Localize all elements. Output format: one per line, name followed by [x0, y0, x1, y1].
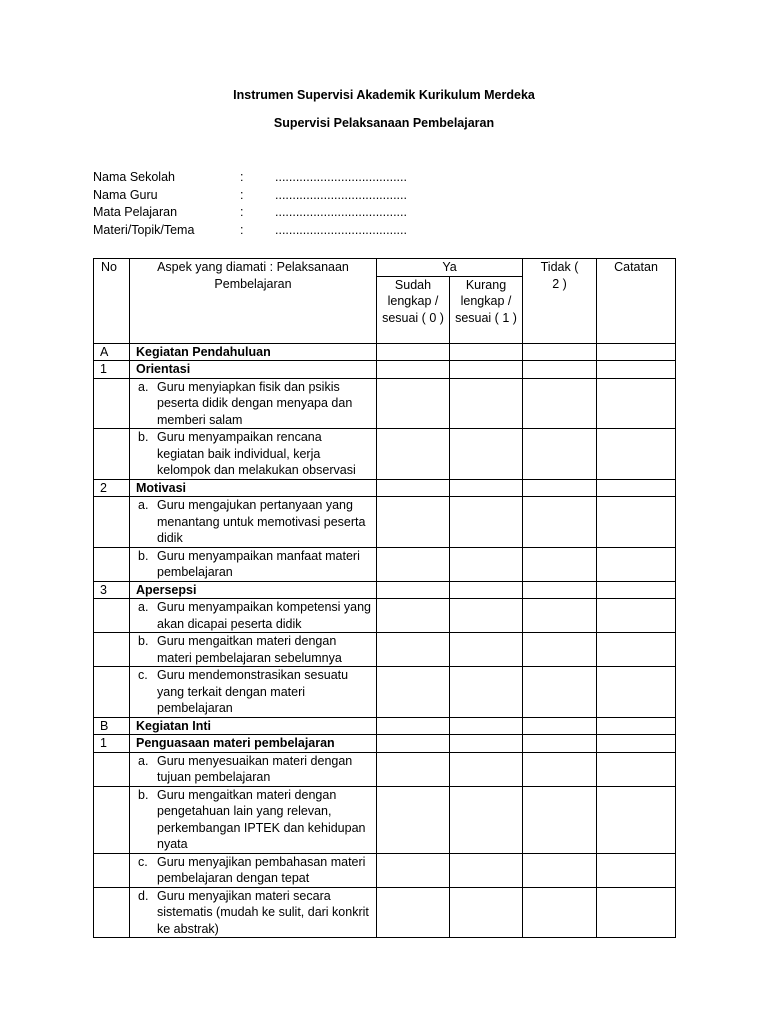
score-cell-tidak[interactable]	[523, 497, 597, 548]
notes-cell[interactable]	[597, 497, 676, 548]
item-letter: a.	[138, 600, 149, 614]
section-label: Kegiatan Inti	[130, 717, 377, 735]
score-cell-tidak[interactable]	[523, 581, 597, 599]
score-cell-sudah[interactable]	[377, 343, 450, 361]
notes-cell[interactable]	[597, 479, 676, 497]
row-number: 1	[94, 735, 130, 753]
item-cell	[130, 547, 377, 581]
item-row	[94, 497, 676, 548]
section-row	[94, 361, 676, 379]
score-cell-kurang[interactable]	[450, 429, 523, 480]
identity-row	[93, 222, 407, 240]
item-text: Guru menyesuaikan materi dengan tujuan pembelajaran	[157, 753, 353, 784]
item-cell	[130, 853, 377, 887]
header-aspek: Aspek yang diamati : Pelaksanaan Pembelajaran	[130, 259, 377, 344]
section-label: Orientasi	[130, 361, 377, 379]
score-cell-sudah[interactable]	[377, 497, 450, 548]
notes-cell[interactable]	[597, 735, 676, 753]
score-cell-sudah[interactable]	[377, 717, 450, 735]
score-cell-tidak[interactable]	[523, 717, 597, 735]
score-cell-kurang[interactable]	[450, 599, 523, 633]
identity-block	[93, 169, 407, 240]
header-no: No	[94, 259, 130, 344]
identity-colon: :	[240, 187, 244, 202]
item-cell	[130, 633, 377, 667]
score-cell-kurang[interactable]	[450, 887, 523, 938]
section-row	[94, 343, 676, 361]
score-cell-sudah[interactable]	[377, 667, 450, 718]
header-catatan: Catatan	[597, 259, 676, 344]
identity-label: Mata Pelajaran	[93, 205, 178, 220]
notes-cell[interactable]	[597, 786, 676, 853]
section-label: Penguasaan materi pembelajaran	[130, 735, 377, 753]
section-label: Motivasi	[130, 479, 377, 497]
score-cell-sudah[interactable]	[377, 378, 450, 429]
identity-value: ......................................	[275, 170, 407, 184]
item-row	[94, 378, 676, 429]
score-cell-tidak[interactable]	[523, 599, 597, 633]
score-cell-sudah[interactable]	[377, 581, 450, 599]
score-cell-sudah[interactable]	[377, 599, 450, 633]
score-cell-sudah[interactable]	[377, 547, 450, 581]
header-sudah: Sudah lengkap / sesuai ( 0 )	[377, 276, 450, 343]
item-cell	[130, 786, 377, 853]
item-text: Guru mendemonstrasikan sesuatu yang terkait dengan materi pembelajaran	[157, 668, 349, 715]
header-tidak: Tidak ( 2 )	[523, 259, 597, 344]
score-cell-sudah[interactable]	[377, 853, 450, 887]
section-row	[94, 581, 676, 599]
item-text: Guru menyampaikan rencana kegiatan baik individual, kerja kelompok dan melakukan observasi	[157, 430, 356, 477]
score-cell-tidak[interactable]	[523, 786, 597, 853]
score-cell-tidak[interactable]	[523, 547, 597, 581]
item-row	[94, 547, 676, 581]
item-text: Guru mengaitkan materi dengan materi pembelajaran sebelumnya	[157, 634, 342, 665]
score-cell-sudah[interactable]	[377, 786, 450, 853]
item-row	[94, 887, 676, 938]
notes-cell[interactable]	[597, 361, 676, 379]
notes-cell[interactable]	[597, 599, 676, 633]
row-number-empty	[94, 547, 130, 581]
document-subtitle: Supervisi Pelaksanaan Pembelajaran	[273, 116, 495, 130]
row-number: B	[94, 717, 130, 735]
header-row	[94, 259, 676, 277]
notes-cell[interactable]	[597, 717, 676, 735]
row-number: A	[94, 343, 130, 361]
score-cell-tidak[interactable]	[523, 343, 597, 361]
notes-cell[interactable]	[597, 547, 676, 581]
item-cell	[130, 599, 377, 633]
notes-cell[interactable]	[597, 667, 676, 718]
score-cell-kurang[interactable]	[450, 786, 523, 853]
score-cell-kurang[interactable]	[450, 378, 523, 429]
score-cell-tidak[interactable]	[523, 887, 597, 938]
notes-cell[interactable]	[597, 343, 676, 361]
item-cell	[130, 378, 377, 429]
score-cell-tidak[interactable]	[523, 378, 597, 429]
row-number-empty	[94, 752, 130, 786]
item-letter: d.	[138, 888, 149, 903]
item-letter: a.	[138, 379, 149, 394]
score-cell-sudah[interactable]	[377, 887, 450, 938]
item-cell	[130, 429, 377, 480]
score-cell-sudah[interactable]	[377, 479, 450, 497]
item-text: Guru mengajukan pertanyaan yang menantang untuk memotivasi peserta didik	[157, 498, 366, 545]
identity-label: Nama Sekolah	[93, 170, 175, 184]
header-kurang: Kurang lengkap / sesuai ( 1 )	[450, 276, 523, 343]
item-row	[94, 599, 676, 633]
item-cell	[130, 497, 377, 548]
identity-row	[93, 169, 407, 187]
row-number-empty	[94, 786, 130, 853]
item-letter: b.	[138, 634, 149, 648]
row-number-empty	[94, 853, 130, 887]
score-cell-kurang[interactable]	[450, 581, 523, 599]
section-row	[94, 479, 676, 497]
score-cell-kurang[interactable]	[450, 343, 523, 361]
item-letter: a.	[138, 498, 149, 512]
section-row	[94, 717, 676, 735]
identity-row	[93, 187, 407, 205]
document-title: Instrumen Supervisi Akademik Kurikulum Merdeka	[233, 88, 535, 102]
score-cell-kurang[interactable]	[450, 497, 523, 548]
identity-value: ......................................	[275, 205, 407, 220]
notes-cell[interactable]	[597, 633, 676, 667]
row-number-empty	[94, 887, 130, 938]
notes-cell[interactable]	[597, 429, 676, 480]
identity-label: Materi/Topik/Tema	[93, 223, 195, 238]
notes-cell[interactable]	[597, 853, 676, 887]
score-cell-sudah[interactable]	[377, 735, 450, 753]
item-letter: b.	[138, 787, 149, 802]
score-cell-tidak[interactable]	[523, 429, 597, 480]
row-number: 1	[94, 361, 130, 379]
score-cell-kurang[interactable]	[450, 633, 523, 667]
row-number: 3	[94, 581, 130, 599]
score-cell-kurang[interactable]	[450, 479, 523, 497]
section-row	[94, 735, 676, 753]
item-text: Guru menyiapkan fisik dan psikis peserta didik dengan menyapa dan memberi salam	[157, 379, 353, 427]
item-cell	[130, 667, 377, 718]
item-row	[94, 429, 676, 480]
item-text: Guru mengaitkan materi dengan pengetahuan lain yang relevan, perkembangan IPTEK dan kehidupan nyata	[157, 787, 366, 851]
item-text: Guru menyajikan pembahasan materi pembelajaran dengan tepat	[157, 854, 366, 885]
item-row	[94, 853, 676, 887]
identity-colon: :	[240, 223, 244, 238]
notes-cell[interactable]	[597, 752, 676, 786]
header-ya: Ya	[377, 259, 523, 277]
item-letter: c.	[138, 854, 148, 869]
row-number: 2	[94, 479, 130, 497]
score-cell-tidak[interactable]	[523, 361, 597, 379]
score-cell-kurang[interactable]	[450, 752, 523, 786]
row-number-empty	[94, 497, 130, 548]
identity-value: ......................................	[275, 223, 407, 238]
score-cell-kurang[interactable]	[450, 853, 523, 887]
item-cell	[130, 752, 377, 786]
item-letter: b.	[138, 430, 149, 444]
score-cell-tidak[interactable]	[523, 853, 597, 887]
item-letter: c.	[138, 668, 148, 682]
item-letter: a.	[138, 753, 149, 768]
identity-colon: :	[240, 205, 244, 220]
identity-label: Nama Guru	[93, 187, 158, 202]
row-number-empty	[94, 667, 130, 718]
score-cell-sudah[interactable]	[377, 361, 450, 379]
item-row	[94, 633, 676, 667]
item-row	[94, 752, 676, 786]
score-cell-sudah[interactable]	[377, 633, 450, 667]
score-cell-sudah[interactable]	[377, 752, 450, 786]
identity-colon: :	[240, 170, 244, 184]
section-label: Apersepsi	[130, 581, 377, 599]
item-text: Guru menyampaikan kompetensi yang akan dicapai peserta didik	[157, 600, 372, 631]
item-letter: b.	[138, 548, 149, 563]
item-row	[94, 667, 676, 718]
score-cell-tidak[interactable]	[523, 752, 597, 786]
score-cell-tidak[interactable]	[523, 735, 597, 753]
item-cell	[130, 887, 377, 938]
score-cell-tidak[interactable]	[523, 633, 597, 667]
identity-row	[93, 204, 407, 222]
notes-cell[interactable]	[597, 581, 676, 599]
notes-cell[interactable]	[597, 378, 676, 429]
score-cell-kurang[interactable]	[450, 735, 523, 753]
row-number-empty	[94, 599, 130, 633]
identity-value: ......................................	[275, 187, 407, 202]
row-number-empty	[94, 633, 130, 667]
item-text: Guru menyajikan materi secara sistematis (mudah ke sulit, dari konkrit ke abstrak)	[157, 888, 369, 936]
section-label: Kegiatan Pendahuluan	[130, 343, 377, 361]
item-text: Guru menyampaikan manfaat materi pembelajaran	[157, 548, 360, 579]
score-cell-tidak[interactable]	[523, 667, 597, 718]
score-cell-tidak[interactable]	[523, 479, 597, 497]
score-cell-kurang[interactable]	[450, 717, 523, 735]
notes-cell[interactable]	[597, 887, 676, 938]
row-number-empty	[94, 378, 130, 429]
score-cell-kurang[interactable]	[450, 547, 523, 581]
supervision-table	[93, 258, 676, 938]
row-number-empty	[94, 429, 130, 480]
score-cell-kurang[interactable]	[450, 361, 523, 379]
item-row	[94, 786, 676, 853]
score-cell-sudah[interactable]	[377, 429, 450, 480]
score-cell-kurang[interactable]	[450, 667, 523, 718]
